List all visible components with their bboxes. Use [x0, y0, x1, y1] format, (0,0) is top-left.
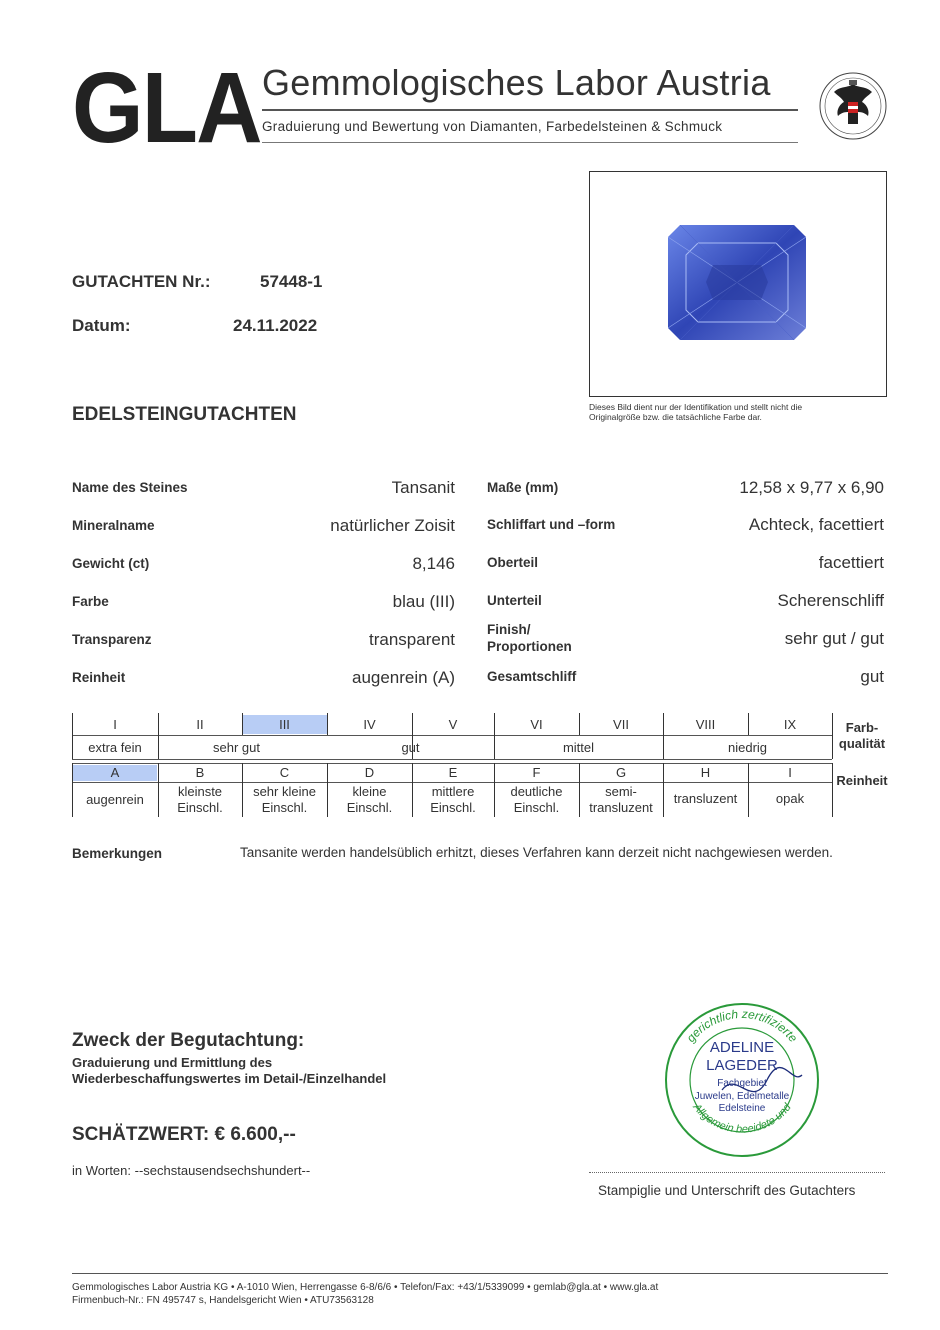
color-grade: I: [113, 717, 117, 732]
color-grade: VI: [530, 717, 543, 732]
purpose-text: [72, 1055, 472, 1087]
gla-logo: GLA: [72, 52, 261, 164]
table-rule: [72, 735, 832, 736]
prop-value: transparent: [369, 630, 455, 649]
clarity-grade: D: [364, 765, 375, 780]
clarity-desc: transluzent: [673, 791, 738, 806]
prop-value: 12,58 x 9,77 x 6,90: [739, 478, 884, 497]
date-value: 24.11.2022: [233, 316, 318, 335]
clarity-grade: G: [615, 765, 627, 780]
prop-label: Oberteil: [487, 555, 539, 570]
color-quality-label-line2: qualität: [838, 736, 886, 751]
valuation: [72, 1124, 296, 1146]
header-rule-lower: [262, 142, 798, 143]
stamp-name2: LAGEDER: [706, 1057, 778, 1074]
clarity-desc: deutliche: [510, 784, 563, 799]
clarity-desc-line2: Einschl.: [430, 800, 476, 815]
color-group: mittel: [562, 740, 595, 755]
prop-value: natürlicher Zoisit: [330, 516, 455, 535]
clarity-desc-line2: Einschl.: [177, 800, 223, 815]
prop-label: Farbe: [72, 594, 109, 609]
prop-value: gut: [860, 667, 884, 686]
clarity-desc-line2: Einschl.: [346, 800, 393, 815]
clarity-desc: sehr kleine: [253, 784, 316, 799]
clarity-desc: kleinste: [177, 784, 223, 799]
signature-line: [589, 1172, 885, 1173]
color-grade: VII: [613, 717, 629, 732]
color-quality-label: Farb-: [845, 720, 879, 735]
valuation-in-words: in Worten: --sechstausendsechshundert--: [72, 1163, 311, 1178]
purpose-line1: Graduierung und Ermittlung des: [72, 1055, 273, 1070]
prop-value: 8,146: [412, 554, 455, 573]
lab-subtitle: Graduierung und Bewertung von Diamanten, Farbedelsteinen & Schmuck: [262, 119, 723, 134]
header-rule: [262, 109, 798, 111]
clarity-desc-line2: transluzent: [589, 800, 653, 815]
prop-value: Scherenschliff: [777, 591, 884, 610]
clarity-grade: F: [532, 765, 541, 780]
table-rule: [72, 759, 832, 760]
valuation-amount: € 6.600,--: [214, 1124, 296, 1145]
color-grade: III: [279, 717, 290, 732]
prop-value: augenrein (A): [351, 668, 455, 687]
prop-label: Transparenz: [72, 632, 152, 647]
stamp-line3: Fachgebiet: [717, 1078, 767, 1089]
color-grade: IV: [363, 717, 376, 732]
stamp-name1: ADELINE: [709, 1039, 775, 1056]
clarity-desc: opak: [775, 791, 805, 806]
prop-value: facettiert: [818, 553, 884, 572]
austrian-eagle-seal-icon: [818, 66, 888, 146]
stamp-caption: Stampiglie und Unterschrift des Gutachters: [598, 1183, 856, 1198]
color-grade: VIII: [695, 717, 716, 732]
color-group: gut: [401, 740, 420, 755]
clarity-desc: semi-: [605, 784, 637, 799]
prop-label-second-line: Proportionen: [487, 639, 572, 654]
prop-label: Gewicht (ct): [72, 556, 150, 571]
prop-label: Maße (mm): [487, 480, 559, 495]
report-type-title: EDELSTEINGUTACHTEN: [72, 404, 297, 425]
report-number: 57448-1: [260, 272, 323, 291]
photo-disclaimer-line2: Originalgröße bzw. die tatsächliche Farbe dar.: [589, 412, 762, 422]
color-grade: IX: [783, 717, 797, 732]
report-number-label: GUTACHTEN Nr.:: [72, 272, 211, 291]
prop-label: Mineralname: [72, 518, 155, 533]
stamp-line5: Edelsteine: [718, 1103, 766, 1114]
color-grade: V: [448, 717, 458, 732]
clarity-desc: mittlere: [431, 784, 475, 799]
stamp-line4: Juwelen, Edelmetalle: [694, 1091, 790, 1102]
purpose-line2: Wiederbeschaffungswertes im Detail-/Einzelhandel: [72, 1071, 387, 1086]
clarity-grade: A: [110, 765, 120, 780]
prop-value: blau (III): [392, 592, 455, 611]
remarks-text: Tansanite werden handelsüblich erhitzt, dieses Verfahren kann derzeit nicht nachgewiesen werden.: [240, 845, 833, 860]
prop-label: Unterteil: [487, 593, 542, 608]
prop-label: Finish/: [487, 622, 531, 637]
date-label: Datum:: [72, 316, 131, 335]
clarity-grade: C: [279, 765, 290, 780]
table-rule: [72, 782, 832, 783]
color-group: sehr gut: [213, 740, 260, 755]
gemstone-image: [668, 225, 806, 340]
table-rule: [72, 763, 832, 764]
clarity-grade: I: [788, 765, 792, 780]
photo-disclaimer: [589, 402, 889, 422]
prop-value: Tansanit: [391, 478, 455, 497]
prop-label: Gesamtschliff: [487, 669, 577, 684]
clarity-grade: H: [700, 765, 711, 780]
footer: [72, 1281, 658, 1307]
valuation-label: SCHÄTZWERT:: [72, 1124, 210, 1145]
stamp-arc-top: gerichtlich zertifizierte: [683, 1006, 801, 1045]
prop-label: Name des Steines: [72, 480, 188, 495]
footer-line1: Gemmologisches Labor Austria KG • A-1010 Wien, Herrengasse 6-8/6/6 • Telefon/Fax: +43/1/5339099 • gemlab@gla.at • www.gla.at: [72, 1282, 659, 1293]
footer-rule: [72, 1273, 888, 1274]
clarity-desc-line2: Einschl.: [261, 800, 308, 815]
clarity-grade: E: [448, 765, 458, 780]
prop-label: Schliffart und –form: [487, 517, 616, 532]
lab-name: Gemmologisches Labor Austria: [262, 62, 771, 103]
clarity-desc: augenrein: [86, 792, 144, 807]
clarity-desc: kleine: [352, 784, 387, 799]
clarity-label: Reinheit: [836, 773, 888, 788]
footer-line2: Firmenbuch-Nr.: FN 495747 s, Handelsgericht Wien • ATU73563128: [72, 1295, 374, 1306]
color-group: extra fein: [88, 740, 142, 755]
table-rule: [832, 763, 833, 817]
table-rule: [832, 713, 833, 759]
color-group: niedrig: [727, 740, 768, 755]
prop-value: Achteck, facettiert: [748, 515, 884, 534]
prop-value: sehr gut / gut: [784, 629, 884, 648]
purpose-title: Zweck der Begutachtung:: [72, 1030, 305, 1051]
clarity-desc-line2: Einschl.: [513, 800, 560, 815]
photo-disclaimer-line1: Dieses Bild dient nur der Identifikation und stellt nicht die: [589, 402, 803, 412]
remarks-label: Bemerkungen: [72, 846, 163, 861]
prop-label: Reinheit: [72, 670, 126, 685]
clarity-grade: B: [195, 765, 205, 780]
stamp-arc-bottom: Allgemein beeidete und: [690, 1101, 794, 1136]
expert-stamp: [662, 1000, 822, 1160]
grade-table: [72, 713, 890, 817]
color-grade: II: [196, 717, 204, 732]
